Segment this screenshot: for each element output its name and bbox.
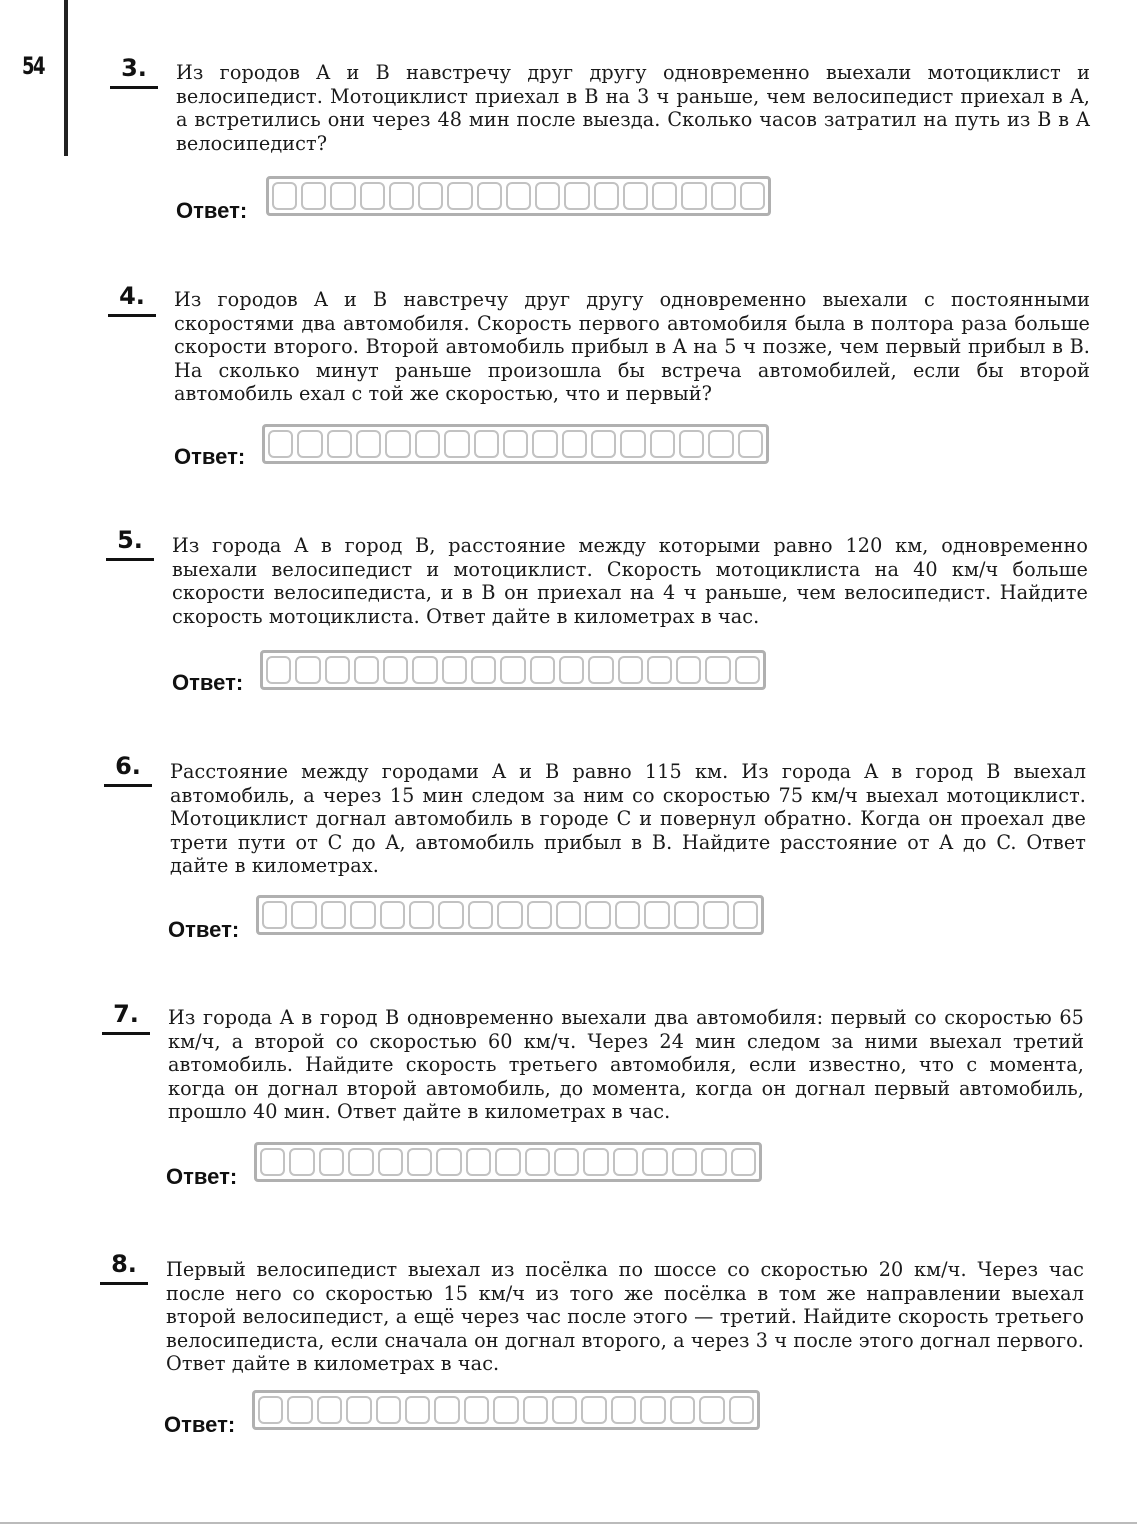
answer-cell[interactable] [699,1396,724,1424]
answer-cell[interactable] [705,656,730,684]
answer-cell[interactable] [552,1396,577,1424]
answer-cell[interactable] [354,656,379,684]
answer-cell[interactable] [291,901,316,929]
answer-cell[interactable] [618,656,643,684]
answer-cell[interactable] [409,901,434,929]
answer-cell[interactable] [471,656,496,684]
answer-label: Ответ: [172,670,244,695]
answer-label: Ответ: [176,198,248,223]
answer-cell[interactable] [330,182,355,210]
task-number: 8. [100,1250,148,1278]
answer-input[interactable] [252,1390,760,1430]
answer-cell[interactable] [530,656,555,684]
task-text: Из городов A и B навстречу друг другу одновременно выехали с постоянными скоростями два автомобиля. Скорость первого автомобиля была в полтора раза больше скорости второго. Второй автомобиль прибыл в A на 5 ч позже, чем первый прибыл в B. На сколько минут раньше произошла бы встреча автомобилей, если бы второй автомобиль ехал с той же скоростью, что и первый? [174,288,1090,406]
task-number: 7. [102,1000,150,1028]
answer-cell[interactable] [503,430,528,458]
answer-cell[interactable] [738,430,763,458]
answer-cell[interactable] [385,430,410,458]
answer-cell[interactable] [652,182,677,210]
answer-cell[interactable] [301,182,326,210]
answer-input[interactable] [262,424,769,464]
task-text: Из города A в город B, расстояние между которыми равно 120 км, одновременно выехали велосипедист и мотоциклист. Скорость мотоциклиста на 40 км/ч больше скорости велосипедиста, и в B он приехал на 4 ч раньше, чем велосипедист. Найдите скорость мотоциклиста. Ответ дайте в километрах в час. [172,534,1088,628]
answer-cell[interactable] [581,1396,606,1424]
answer-cell[interactable] [591,430,616,458]
answer-cell[interactable] [523,1396,548,1424]
answer-cell[interactable] [642,1148,667,1176]
answer-cell[interactable] [672,1148,697,1176]
answer-cell[interactable] [405,1396,430,1424]
answer-cell[interactable] [562,430,587,458]
page-number: 54 [22,52,45,80]
answer-cell[interactable] [525,1148,550,1176]
answer-cell[interactable] [383,656,408,684]
answer-label: Ответ: [174,444,246,469]
answer-cell[interactable] [436,1148,461,1176]
answer-cell[interactable] [438,901,463,929]
answer-cell[interactable] [564,182,589,210]
answer-cell[interactable] [554,1148,579,1176]
answer-cell[interactable] [317,1396,342,1424]
answer-cell[interactable] [260,1148,285,1176]
answer-cell[interactable] [735,656,760,684]
answer-cell[interactable] [468,901,493,929]
answer-cell[interactable] [711,182,736,210]
answer-cell[interactable] [356,430,381,458]
answer-cell[interactable] [620,430,645,458]
answer-cell[interactable] [444,430,469,458]
answer-cell[interactable] [611,1396,636,1424]
answer-cell[interactable] [415,430,440,458]
answer-input[interactable] [260,650,766,690]
answer-cell[interactable] [389,182,414,210]
answer-cell[interactable] [378,1148,403,1176]
answer-cell[interactable] [701,1148,726,1176]
answer-cell[interactable] [613,1148,638,1176]
answer-cell[interactable] [272,182,297,210]
answer-cell[interactable] [559,656,584,684]
answer-cell[interactable] [493,1396,518,1424]
answer-label: Ответ: [164,1412,236,1437]
answer-cell[interactable] [447,182,472,210]
answer-cell[interactable] [495,1148,520,1176]
answer-cell[interactable] [474,430,499,458]
answer-cell[interactable] [556,901,581,929]
answer-cell[interactable] [297,430,322,458]
task-number: 5. [106,526,154,554]
answer-cell[interactable] [350,901,375,929]
answer-cell[interactable] [360,182,385,210]
answer-cell[interactable] [708,430,733,458]
answer-cell[interactable] [500,656,525,684]
answer-cell[interactable] [348,1148,373,1176]
task-text: Расстояние между городами A и B равно 115 км. Из города A в город B выехал автомобиль, а через 15 мин следом за ним со скоростью 75 км/ч выехал мотоциклист. Мотоциклист догнал автомобиль в городе C и повернул обратно. Когда он проехал две трети пути от C до A, автомобиль прибыл в B. Найдите расстояние от A до C. Ответ дайте в километрах. [170,760,1086,878]
answer-input[interactable] [256,895,764,935]
answer-cell[interactable] [268,430,293,458]
answer-cell[interactable] [262,901,287,929]
answer-cell[interactable] [258,1396,283,1424]
answer-cell[interactable] [733,901,758,929]
task-text: Из городов A и B навстречу друг другу одновременно выехали мотоциклист и велосипедист. Мотоциклист приехал в B на 3 ч раньше, чем велосипедист приехал в A, а встретились они через 48 мин после выезда. Сколько часов затратил на путь из B в A велосипедист? [176,61,1090,155]
answer-cell[interactable] [477,182,502,210]
answer-cell[interactable] [650,430,675,458]
answer-cell[interactable] [442,656,467,684]
answer-cell[interactable] [327,430,352,458]
answer-cell[interactable] [527,901,552,929]
answer-cell[interactable] [729,1396,754,1424]
answer-cell[interactable] [321,901,346,929]
bottom-rule [0,1522,1137,1524]
answer-cell[interactable] [679,430,704,458]
answer-input[interactable] [266,176,771,216]
task-text: Первый велосипедист выехал из посёлка по шоссе со скоростью 20 км/ч. Через час после него со скоростью 15 км/ч из того же посёлка в том же направлении выехал второй велосипедист, а ещё через час после этого — третий. Найдите скорость третьего велосипедиста, если сначала он догнал второго, а через 3 ч после этого догнал первого. Ответ дайте в километрах в час. [166,1258,1084,1376]
answer-cell[interactable] [640,1396,665,1424]
answer-cell[interactable] [615,901,640,929]
answer-cell[interactable] [670,1396,695,1424]
task-number: 3. [110,54,158,82]
answer-cell[interactable] [319,1148,344,1176]
answer-cell[interactable] [289,1148,314,1176]
answer-cell[interactable] [594,182,619,210]
answer-cell[interactable] [674,901,699,929]
answer-cell[interactable] [644,901,669,929]
answer-cell[interactable] [703,901,728,929]
answer-cell[interactable] [731,1148,756,1176]
task-text: Из города A в город B одновременно выехали два автомобиля: первый со скоростью 65 км/ч, а второй со скоростью 60 км/ч. Через 24 мин следом за ними выехал третий автомобиль. Найдите скорость третьего автомобиля, если известно, что с момента, когда он догнал второй автомобиль, до момента, когда он догнал первый автомобиль, прошло 40 мин. Ответ дайте в километрах в час. [168,1006,1084,1124]
answer-label: Ответ: [166,1164,238,1189]
answer-cell[interactable] [623,182,648,210]
answer-cell[interactable] [676,656,701,684]
answer-cell[interactable] [266,656,291,684]
answer-cell[interactable] [532,430,557,458]
answer-cell[interactable] [647,656,672,684]
answer-cell[interactable] [287,1396,312,1424]
answer-cell[interactable] [325,656,350,684]
answer-cell[interactable] [380,901,405,929]
answer-cell[interactable] [434,1396,459,1424]
answer-cell[interactable] [346,1396,371,1424]
answer-cell[interactable] [466,1148,491,1176]
task-number: 6. [104,752,152,780]
answer-cell[interactable] [407,1148,432,1176]
answer-cell[interactable] [412,656,437,684]
answer-cell[interactable] [295,656,320,684]
answer-cell[interactable] [740,182,765,210]
answer-cell[interactable] [497,901,522,929]
answer-cell[interactable] [535,182,560,210]
answer-cell[interactable] [585,901,610,929]
answer-cell[interactable] [418,182,443,210]
answer-cell[interactable] [506,182,531,210]
answer-label: Ответ: [168,917,240,942]
answer-cell[interactable] [588,656,613,684]
task-number: 4. [108,282,156,310]
answer-cell[interactable] [681,182,706,210]
answer-input[interactable] [254,1142,762,1182]
answer-cell[interactable] [376,1396,401,1424]
answer-cell[interactable] [464,1396,489,1424]
margin-rule [64,0,68,156]
answer-cell[interactable] [583,1148,608,1176]
